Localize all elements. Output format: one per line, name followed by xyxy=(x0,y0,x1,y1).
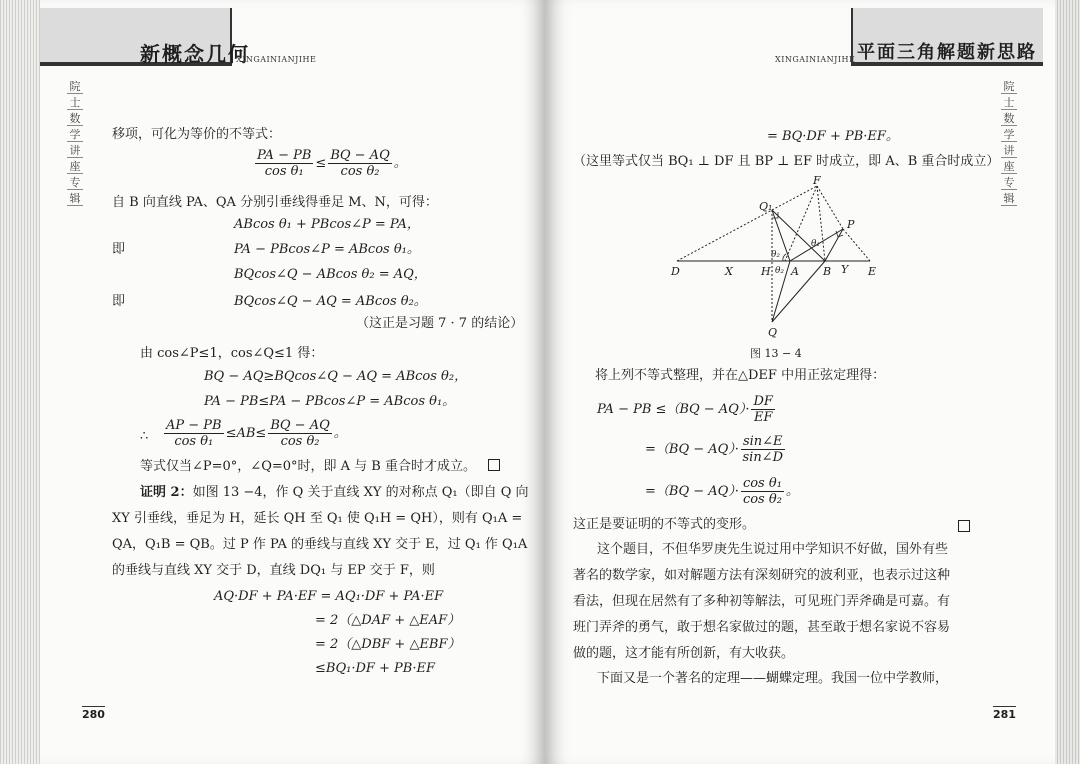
text-line: 这个题目，不但华罗庚先生说过用中学知识不好做，国外有些 xyxy=(597,542,949,557)
text-line: （这里等式仅当 BQ₁ ⊥ DF 且 BP ⊥ EF 时成立，即 A、B 重合时成立） xyxy=(573,154,1000,169)
label-h: H xyxy=(761,265,771,278)
proof-label: 证明 2： xyxy=(140,485,193,500)
left-page-number: 280 xyxy=(82,708,105,721)
label-b: B xyxy=(823,265,832,278)
equation-line: = 2（△DAF + △EAF） xyxy=(315,613,461,628)
label-y: Y xyxy=(841,263,849,276)
equation-line: =（BQ − AQ）· $\frac{\sin\angle E}{\sin\angle D}$ xyxy=(645,434,784,465)
text-line: XY 引垂线，垂足为 H，延长 QH 至 Q₁ 使 Q₁H = QH），则有 Q₁A = xyxy=(112,511,523,526)
left-side-series-label: 院 士 数 学 讲 座 专 辑 xyxy=(67,80,83,208)
equation-line: ≤BQ₁·DF + PB·EF xyxy=(315,661,435,676)
right-page-number: 281 xyxy=(993,708,1016,721)
text-line: 移项，可化为等价的不等式： xyxy=(112,127,282,142)
label-a: A xyxy=(791,265,799,278)
equation-line: BQ − AQ≥BQcos∠Q − AQ = ABcos θ₂， xyxy=(204,369,468,384)
line-dq1 xyxy=(677,210,772,261)
text-line: 班门弄斧的勇气，敢于想名家做过的题，甚至敢于想名家说不容易 xyxy=(573,620,951,635)
equation-line: =（BQ − AQ）· $\frac{\text{cos θ₁}}{\text{cos θ₂}}$ 。 xyxy=(645,476,799,507)
geometry-figure-13-4 xyxy=(665,174,890,339)
text-line: （这正是习题 7 · 7 的结论） xyxy=(356,316,524,331)
line-q1f xyxy=(772,186,817,210)
segment-bp xyxy=(825,229,843,261)
left-header-pinyin: XINGAINIANJIHE xyxy=(236,55,317,64)
label-f: F xyxy=(813,174,821,187)
equation-line: BQcos∠Q − AQ = ABcos θ₂。 xyxy=(234,294,427,309)
right-angle-mark-p xyxy=(836,231,843,237)
left-header-title: 新概念几何 xyxy=(140,42,250,66)
label-theta2-upper: θ₂ xyxy=(771,250,781,260)
label-q1: Q₁ xyxy=(759,200,773,213)
text-line: 将上列不等式整理，并在△DEF 中用正弦定理得： xyxy=(595,368,886,383)
figure-caption: 图 13 − 4 xyxy=(750,347,802,360)
label-x: X xyxy=(725,265,733,278)
book-page-edges-right xyxy=(1055,0,1080,764)
right-side-series-label: 院 士 数 学 讲 座 专 辑 xyxy=(1001,80,1017,208)
left-page xyxy=(40,0,545,764)
text-line: 著名的数学家，如对解题方法有深刻研究的波利亚，也表示过这种 xyxy=(573,568,951,583)
text-line: 证明 2：如图 13 −4，作 Q 关于直线 XY 的对称点 Q₁（即自 Q 向 xyxy=(140,485,529,500)
text-line: 等式仅当∠P=0°，∠Q=0°时，即 A 与 B 重合时才成立。 xyxy=(140,458,500,476)
text-line: QA，Q₁B = QB。过 P 作 PA 的垂线与直线 XY 交于 E，过 Q₁ 作 Q₁A xyxy=(112,537,528,552)
text-line: 这正是要证明的不等式的变形。 xyxy=(573,517,756,532)
right-header-pinyin: XINGAINIANJIHE xyxy=(775,55,856,64)
label-e: E xyxy=(868,265,877,278)
text-line: 即 xyxy=(112,242,126,257)
text-line: 由 cos∠P≤1，cos∠Q≤1 得： xyxy=(140,346,324,361)
label-theta1: θ₁ xyxy=(811,239,821,249)
therefore-symbol: ∴ xyxy=(140,429,149,444)
text-line: 看法，但现在居然有了多种初等解法，可见班门弄斧确是可嘉。有 xyxy=(573,594,951,609)
text-line: 的垂线与直线 XY 交于 D，直线 DQ₁ 与 EP 交于 F，则 xyxy=(112,563,435,578)
right-header-title: 平面三角解题新思路 xyxy=(857,42,1037,63)
right-page xyxy=(545,0,1055,764)
line-pe xyxy=(843,229,870,261)
equation-line: BQcos∠Q − ABcos θ₂ = AQ， xyxy=(234,267,427,282)
qed-box xyxy=(958,520,970,532)
label-q: Q xyxy=(768,326,778,339)
text-line: 即 xyxy=(112,294,126,309)
book-page-edges-left xyxy=(0,0,40,764)
equation-line: ABcos θ₁ + PBcos∠P = PA， xyxy=(234,217,420,232)
equation-line: = 2（△DBF + △EBF） xyxy=(315,637,461,652)
equation-line: PA − PBcos∠P = ABcos θ₁。 xyxy=(234,242,420,257)
equation-line: = BQ·DF + PB·EF。 xyxy=(767,129,899,144)
text-line: 自 B 向直线 PA、QA 分别引垂线得垂足 M、N，可得： xyxy=(112,195,438,210)
label-d: D xyxy=(671,265,680,278)
label-p: P xyxy=(847,218,855,231)
equation-line: AQ·DF + PA·EF = AQ₁·DF + PA·EF xyxy=(214,589,444,604)
qed-box xyxy=(488,459,500,471)
fraction-inequality-2: $\frac{AP - PB}{\text{cos θ₁}}$ ≤AB≤ $\frac{BQ - AQ}{\text{cos θ₂}}$ 。 xyxy=(166,418,347,449)
label-theta2-lower: θ₂ xyxy=(775,266,785,276)
fraction-inequality-1: $\frac{PA - PB}{\text{cos θ₁}}$ ≤ $\frac{BQ - AQ}{\text{cos θ₂}}$ 。 xyxy=(257,148,407,179)
line-fa xyxy=(785,186,817,261)
equation-line: PA − PB ≤（BQ − AQ）· $\frac{DF}{EF}$ xyxy=(597,394,773,425)
equation-line: PA − PB≤PA − PBcos∠P = ABcos θ₁。 xyxy=(204,394,456,409)
text-line: 做的题，这才能有所创新，有大收获。 xyxy=(573,646,795,661)
text-line: 下面又是一个著名的定理——蝴蝶定理。我国一位中学教师， xyxy=(597,671,949,686)
